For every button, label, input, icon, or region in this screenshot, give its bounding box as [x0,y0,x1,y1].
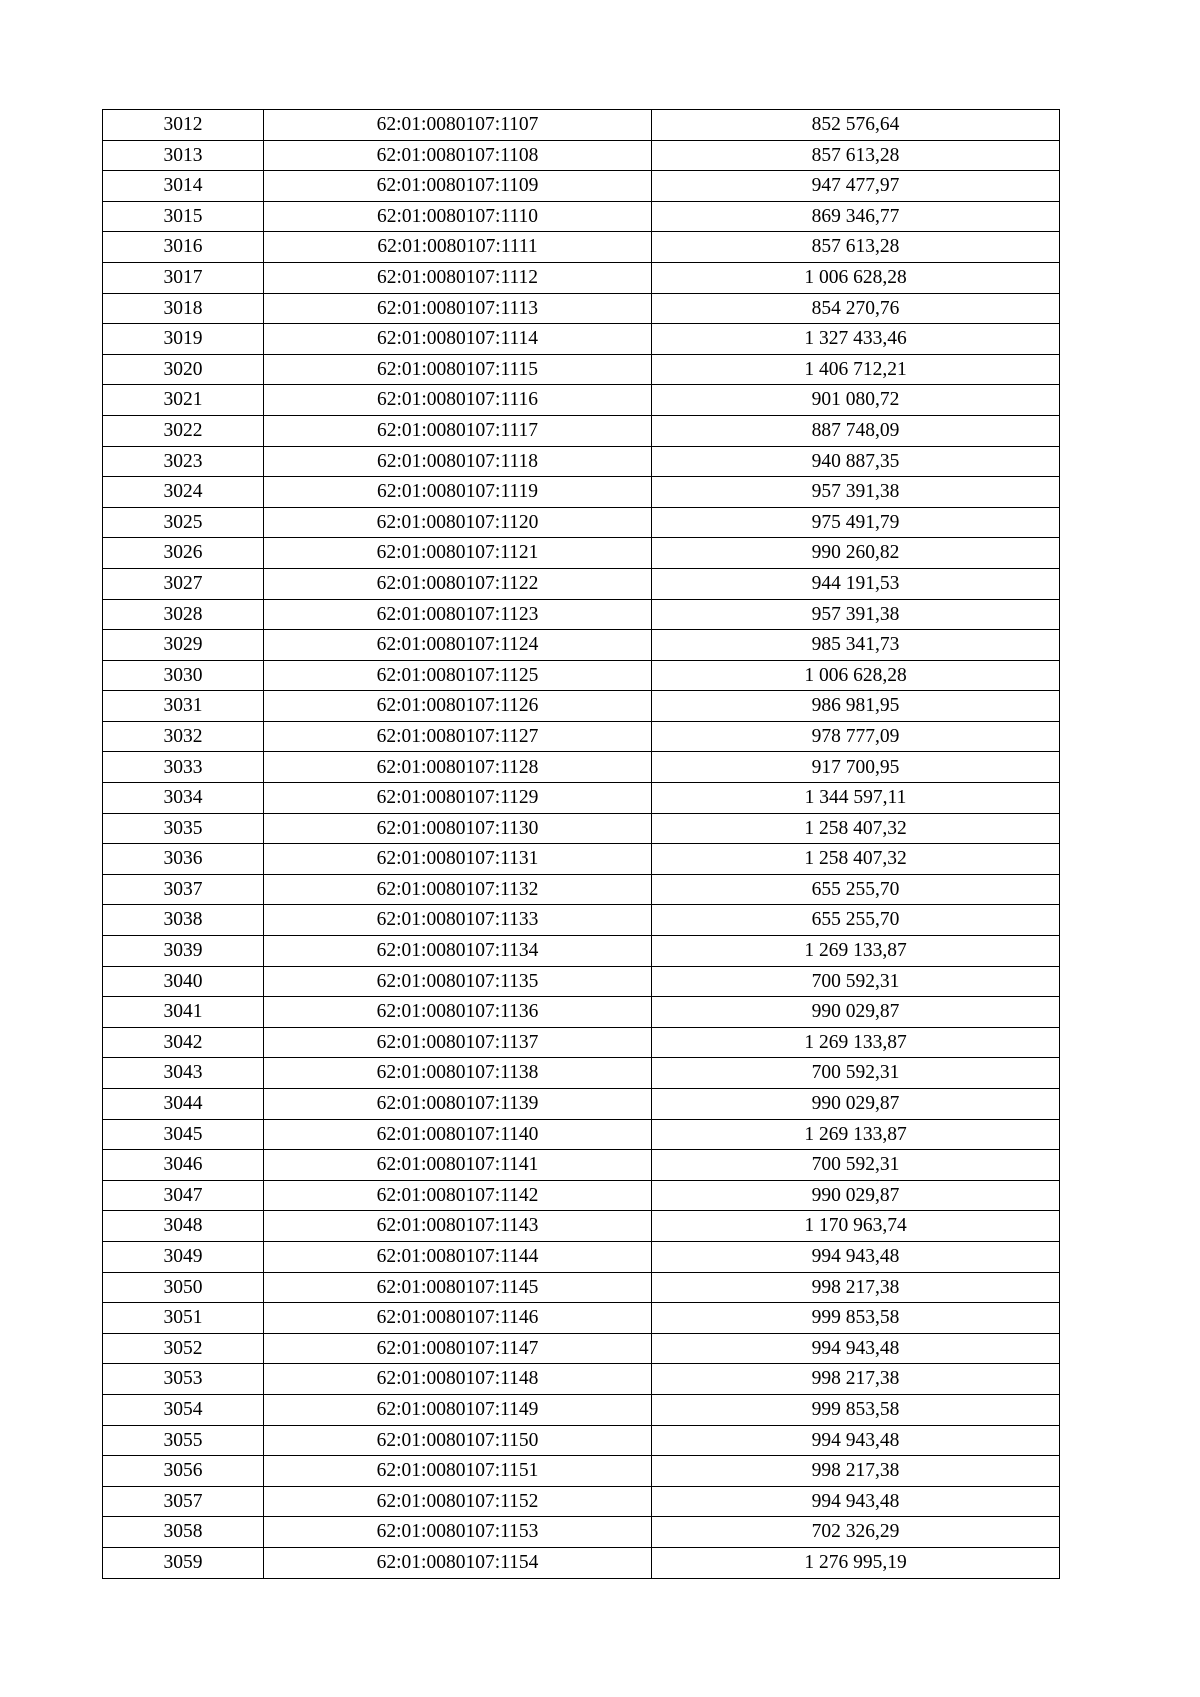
cadastral-number-cell: 62:01:0080107:1145 [264,1272,652,1303]
table-row [103,385,1060,416]
table-row [103,354,1060,385]
cadastral-value-cell: 655 255,70 [652,905,1060,936]
table-row [103,538,1060,569]
cadastral-number-cell: 62:01:0080107:1107 [264,110,652,141]
row-number-cell: 3047 [103,1180,264,1211]
table-row [103,1547,1060,1578]
table-row [103,415,1060,446]
cadastral-number-cell: 62:01:0080107:1108 [264,140,652,171]
cadastral-value-cell: 990 029,87 [652,1180,1060,1211]
row-number-cell: 3026 [103,538,264,569]
row-number-cell: 3040 [103,966,264,997]
cadastral-number-cell: 62:01:0080107:1116 [264,385,652,416]
cadastral-number-cell: 62:01:0080107:1135 [264,966,652,997]
table-row [103,813,1060,844]
row-number-cell: 3039 [103,936,264,967]
cadastral-value-cell: 1 276 995,19 [652,1547,1060,1578]
table-row [103,905,1060,936]
row-number-cell: 3018 [103,293,264,324]
table-row [103,293,1060,324]
row-number-cell: 3015 [103,201,264,232]
table-row [103,1303,1060,1334]
cadastral-value-cell: 999 853,58 [652,1394,1060,1425]
cadastral-number-cell: 62:01:0080107:1140 [264,1119,652,1150]
row-number-cell: 3012 [103,110,264,141]
cadastral-number-cell: 62:01:0080107:1123 [264,599,652,630]
cadastral-number-cell: 62:01:0080107:1152 [264,1486,652,1517]
row-number-cell: 3054 [103,1394,264,1425]
row-number-cell: 3052 [103,1333,264,1364]
table-row [103,844,1060,875]
cadastral-number-cell: 62:01:0080107:1118 [264,446,652,477]
row-number-cell: 3051 [103,1303,264,1334]
cadastral-value-table [102,109,1060,1579]
cadastral-number-cell: 62:01:0080107:1148 [264,1364,652,1395]
cadastral-value-cell: 990 029,87 [652,1089,1060,1120]
table-row [103,691,1060,722]
row-number-cell: 3031 [103,691,264,722]
cadastral-number-cell: 62:01:0080107:1151 [264,1456,652,1487]
cadastral-value-cell: 975 491,79 [652,507,1060,538]
row-number-cell: 3017 [103,262,264,293]
table-row [103,1089,1060,1120]
cadastral-value-cell: 917 700,95 [652,752,1060,783]
row-number-cell: 3029 [103,630,264,661]
cadastral-number-cell: 62:01:0080107:1136 [264,997,652,1028]
row-number-cell: 3022 [103,415,264,446]
cadastral-number-cell: 62:01:0080107:1134 [264,936,652,967]
table-row [103,874,1060,905]
cadastral-value-cell: 854 270,76 [652,293,1060,324]
cadastral-value-cell: 957 391,38 [652,477,1060,508]
cadastral-value-cell: 857 613,28 [652,140,1060,171]
cadastral-value-cell: 940 887,35 [652,446,1060,477]
table-body [103,110,1060,1579]
table-row [103,660,1060,691]
cadastral-number-cell: 62:01:0080107:1138 [264,1058,652,1089]
table-row [103,1272,1060,1303]
row-number-cell: 3035 [103,813,264,844]
table-row [103,1058,1060,1089]
cadastral-value-cell: 857 613,28 [652,232,1060,263]
table-row [103,936,1060,967]
cadastral-number-cell: 62:01:0080107:1113 [264,293,652,324]
cadastral-number-cell: 62:01:0080107:1132 [264,874,652,905]
cadastral-value-cell: 990 260,82 [652,538,1060,569]
cadastral-number-cell: 62:01:0080107:1133 [264,905,652,936]
row-number-cell: 3036 [103,844,264,875]
row-number-cell: 3042 [103,1027,264,1058]
row-number-cell: 3032 [103,721,264,752]
cadastral-number-cell: 62:01:0080107:1110 [264,201,652,232]
cadastral-number-cell: 62:01:0080107:1137 [264,1027,652,1058]
table-row [103,1211,1060,1242]
row-number-cell: 3048 [103,1211,264,1242]
cadastral-value-cell: 700 592,31 [652,1150,1060,1181]
table-row [103,1486,1060,1517]
row-number-cell: 3057 [103,1486,264,1517]
table-row [103,201,1060,232]
cadastral-value-cell: 1 269 133,87 [652,1027,1060,1058]
row-number-cell: 3021 [103,385,264,416]
cadastral-value-cell: 1 344 597,11 [652,783,1060,814]
cadastral-number-cell: 62:01:0080107:1129 [264,783,652,814]
row-number-cell: 3053 [103,1364,264,1395]
row-number-cell: 3016 [103,232,264,263]
table-row [103,599,1060,630]
row-number-cell: 3041 [103,997,264,1028]
cadastral-number-cell: 62:01:0080107:1111 [264,232,652,263]
cadastral-value-cell: 985 341,73 [652,630,1060,661]
cadastral-value-cell: 1 406 712,21 [652,354,1060,385]
table-row [103,446,1060,477]
cadastral-value-cell: 1 006 628,28 [652,660,1060,691]
table-row [103,1425,1060,1456]
cadastral-number-cell: 62:01:0080107:1154 [264,1547,652,1578]
cadastral-number-cell: 62:01:0080107:1115 [264,354,652,385]
cadastral-value-cell: 994 943,48 [652,1486,1060,1517]
cadastral-value-cell: 1 170 963,74 [652,1211,1060,1242]
cadastral-value-cell: 994 943,48 [652,1425,1060,1456]
row-number-cell: 3020 [103,354,264,385]
row-number-cell: 3045 [103,1119,264,1150]
cadastral-number-cell: 62:01:0080107:1149 [264,1394,652,1425]
row-number-cell: 3056 [103,1456,264,1487]
row-number-cell: 3028 [103,599,264,630]
cadastral-value-cell: 852 576,64 [652,110,1060,141]
cadastral-value-cell: 978 777,09 [652,721,1060,752]
cadastral-value-cell: 1 269 133,87 [652,1119,1060,1150]
cadastral-value-cell: 1 327 433,46 [652,324,1060,355]
cadastral-number-cell: 62:01:0080107:1120 [264,507,652,538]
table-row [103,1394,1060,1425]
table-row [103,232,1060,263]
cadastral-number-cell: 62:01:0080107:1130 [264,813,652,844]
table-row [103,783,1060,814]
row-number-cell: 3013 [103,140,264,171]
cadastral-number-cell: 62:01:0080107:1128 [264,752,652,783]
row-number-cell: 3046 [103,1150,264,1181]
cadastral-number-cell: 62:01:0080107:1114 [264,324,652,355]
cadastral-value-cell: 944 191,53 [652,568,1060,599]
row-number-cell: 3033 [103,752,264,783]
cadastral-number-cell: 62:01:0080107:1117 [264,415,652,446]
cadastral-value-cell: 901 080,72 [652,385,1060,416]
cadastral-value-cell: 998 217,38 [652,1456,1060,1487]
table-row [103,140,1060,171]
cadastral-number-cell: 62:01:0080107:1124 [264,630,652,661]
cadastral-value-cell: 1 258 407,32 [652,844,1060,875]
cadastral-value-cell: 990 029,87 [652,997,1060,1028]
cadastral-value-cell: 869 346,77 [652,201,1060,232]
cadastral-number-cell: 62:01:0080107:1139 [264,1089,652,1120]
cadastral-number-cell: 62:01:0080107:1144 [264,1241,652,1272]
table-row [103,997,1060,1028]
cadastral-number-cell: 62:01:0080107:1126 [264,691,652,722]
cadastral-number-cell: 62:01:0080107:1147 [264,1333,652,1364]
table-row [103,1241,1060,1272]
table-row [103,1517,1060,1548]
row-number-cell: 3014 [103,171,264,202]
table-row [103,171,1060,202]
table-row [103,1027,1060,1058]
row-number-cell: 3024 [103,477,264,508]
table-row [103,721,1060,752]
cadastral-value-cell: 700 592,31 [652,966,1060,997]
cadastral-number-cell: 62:01:0080107:1141 [264,1150,652,1181]
table-row [103,1456,1060,1487]
row-number-cell: 3050 [103,1272,264,1303]
row-number-cell: 3043 [103,1058,264,1089]
table-row [103,1364,1060,1395]
cadastral-value-cell: 700 592,31 [652,1058,1060,1089]
cadastral-value-cell: 655 255,70 [652,874,1060,905]
cadastral-number-cell: 62:01:0080107:1109 [264,171,652,202]
cadastral-number-cell: 62:01:0080107:1146 [264,1303,652,1334]
cadastral-number-cell: 62:01:0080107:1121 [264,538,652,569]
cadastral-number-cell: 62:01:0080107:1153 [264,1517,652,1548]
table-row [103,110,1060,141]
table-row [103,1180,1060,1211]
cadastral-value-cell: 702 326,29 [652,1517,1060,1548]
table-row [103,568,1060,599]
table-row [103,477,1060,508]
table-row [103,507,1060,538]
cadastral-value-cell: 994 943,48 [652,1333,1060,1364]
row-number-cell: 3038 [103,905,264,936]
row-number-cell: 3055 [103,1425,264,1456]
cadastral-number-cell: 62:01:0080107:1125 [264,660,652,691]
table-row [103,966,1060,997]
row-number-cell: 3058 [103,1517,264,1548]
row-number-cell: 3030 [103,660,264,691]
cadastral-value-cell: 986 981,95 [652,691,1060,722]
row-number-cell: 3034 [103,783,264,814]
row-number-cell: 3037 [103,874,264,905]
table-row [103,1333,1060,1364]
cadastral-value-cell: 957 391,38 [652,599,1060,630]
cadastral-value-cell: 1 258 407,32 [652,813,1060,844]
row-number-cell: 3059 [103,1547,264,1578]
cadastral-number-cell: 62:01:0080107:1131 [264,844,652,875]
cadastral-number-cell: 62:01:0080107:1122 [264,568,652,599]
cadastral-number-cell: 62:01:0080107:1150 [264,1425,652,1456]
cadastral-value-cell: 947 477,97 [652,171,1060,202]
table-row [103,262,1060,293]
row-number-cell: 3019 [103,324,264,355]
row-number-cell: 3049 [103,1241,264,1272]
cadastral-number-cell: 62:01:0080107:1143 [264,1211,652,1242]
row-number-cell: 3025 [103,507,264,538]
cadastral-value-cell: 998 217,38 [652,1272,1060,1303]
cadastral-value-cell: 998 217,38 [652,1364,1060,1395]
row-number-cell: 3027 [103,568,264,599]
cadastral-number-cell: 62:01:0080107:1127 [264,721,652,752]
row-number-cell: 3044 [103,1089,264,1120]
table-row [103,752,1060,783]
table-row [103,1150,1060,1181]
cadastral-number-cell: 62:01:0080107:1112 [264,262,652,293]
table-row [103,1119,1060,1150]
cadastral-value-cell: 1 269 133,87 [652,936,1060,967]
cadastral-value-cell: 999 853,58 [652,1303,1060,1334]
cadastral-value-cell: 1 006 628,28 [652,262,1060,293]
cadastral-value-cell: 887 748,09 [652,415,1060,446]
table-row [103,324,1060,355]
table-row [103,630,1060,661]
row-number-cell: 3023 [103,446,264,477]
cadastral-number-cell: 62:01:0080107:1142 [264,1180,652,1211]
cadastral-number-cell: 62:01:0080107:1119 [264,477,652,508]
cadastral-value-cell: 994 943,48 [652,1241,1060,1272]
